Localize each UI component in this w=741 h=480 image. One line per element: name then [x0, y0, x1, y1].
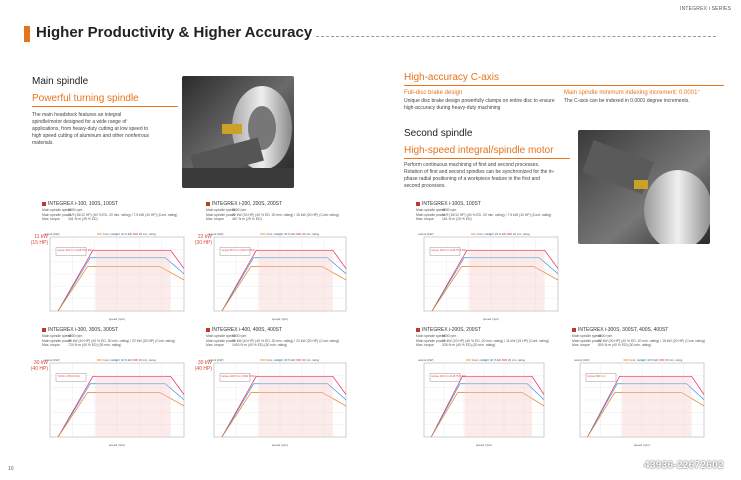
chart-spec-value: 161 N·m (25 % ED) [442, 217, 472, 221]
series-tag: INTEGREX i SERIES [680, 6, 732, 12]
main-spindle-photo [182, 76, 294, 188]
chart-x-axis-label: speed (rpm) [272, 443, 289, 447]
chart-plot-area [416, 351, 552, 449]
chart-spec-value: 1400 N·m (40 % ED) (30 min. rating) [232, 343, 288, 347]
chart-marker-icon [572, 328, 576, 332]
chart-torque-label: torque 467 N·m (344.5 ft·lbs) [221, 248, 255, 252]
chart-legend-label: 20 min. rating [138, 232, 156, 236]
chart-spec-key: Max. torque [42, 217, 60, 221]
chart-legend-label: 20 min. rating [512, 232, 530, 236]
chart-model-title [572, 327, 668, 333]
chart-max-power-label: 30 kW (40 HP) [30, 360, 48, 372]
watermark: 43936-22672602 [644, 460, 724, 471]
chart-y-axis-label: output (kW) [418, 232, 434, 236]
chart-spec-row [416, 339, 549, 343]
chart-legend-label: 40 % ED [284, 358, 296, 362]
chart-y-axis-label: output (kW) [574, 358, 590, 362]
chart-x-axis-label: speed (rpm) [109, 443, 126, 447]
chart-torque-label: 724N·m (534 ft·lbs) [57, 374, 80, 378]
chart-max-power-label: 11 kW (15 HP) [30, 234, 48, 246]
chart-y-axis-label: output (kW) [208, 358, 224, 362]
chart-spec-row [572, 343, 651, 347]
chart-spec-row [206, 208, 246, 212]
chart-spec-value: 22 kW (30 HP) (40 % ED, 30 min. rating) / 15 kW (20 HP) (Cont. rating) [232, 212, 340, 217]
chart-spec-row [206, 343, 287, 347]
chart-spec-key: Main spindle power [416, 212, 446, 217]
chart-model-label: INTEGREX i-200S, 200ST [422, 327, 481, 333]
chart-torque-label: torque 161 N·m (118.75 ft·lbs) [431, 374, 467, 378]
chart-rating-band [622, 376, 691, 437]
chart-spec-key: Main spindle speed [572, 334, 602, 338]
chart-spec-key: Max. torque [42, 343, 60, 347]
chart-spec-key: Main spindle power [42, 338, 72, 343]
chart-spec-value: 724 N·m (40 % ED) (30 min. rating) [68, 343, 122, 347]
chart-x-axis-label: speed (rpm) [476, 443, 493, 447]
chart-model-title [42, 201, 118, 207]
chart-spec-value: 5000 rpm [232, 208, 247, 212]
second-spindle-body: Perform continuous machining of first and second processes. Rotation of first and second spindles can be synchronized for the in-phase radial positioning of a workpiece feature in the first and second processes. [404, 162, 555, 189]
chart-spec-row [206, 217, 262, 221]
chart-spec-value: 4000 rpm [68, 334, 83, 338]
chart-legend-label: 40 % ED [490, 358, 502, 362]
chart-rating-band [465, 376, 532, 437]
chart-rating-band [259, 250, 333, 311]
chart-spec-row [416, 217, 472, 221]
chart-legend-label: Cont. rating [102, 358, 118, 362]
second-spindle-photo [578, 130, 710, 244]
chart-y-axis-label: output (kW) [44, 358, 60, 362]
chart-model-label: INTEGREX i-100, 100S, 100ST [48, 201, 119, 207]
chart-spec-value: 326 N·m (40 % ED) (20 min. rating) [442, 343, 496, 347]
chart-legend-label: 40 % ED [284, 232, 296, 236]
chart-spec-row [42, 213, 177, 217]
chart-legend-label: 40 % ED [647, 358, 659, 362]
chart-spec-row [572, 339, 705, 343]
chart-marker-icon [206, 328, 210, 332]
main-spindle-subheading: Powerful turning spindle [32, 93, 139, 104]
chart-plot-area [206, 225, 354, 323]
chart-y-axis-label: output (kW) [208, 232, 224, 236]
chart-spec-row [42, 334, 82, 338]
c-axis-brake-title: Full-disc brake design [404, 90, 463, 96]
chart-legend-label: 40 % ED [120, 358, 132, 362]
chart-spec-value: 11/9 (15/12 HP) (40 % ED, 20 min. rating) / 7.5 kW (10 HP) (Cont. rating) [68, 212, 178, 217]
second-spindle-subheading: High-speed integral/spindle motor [404, 145, 554, 156]
chart-spec-row [42, 343, 121, 347]
chart-torque-label: torque 161 N·m (118.75 ft·lbs) [431, 248, 467, 252]
chart-spec-row [42, 217, 98, 221]
title-accent-bar [24, 26, 30, 42]
chart-legend-label: 40 % ED [120, 232, 132, 236]
chart-spec-row [206, 213, 339, 217]
chart-spec-row [416, 213, 551, 217]
chart-marker-icon [206, 202, 210, 206]
chart-spec-row [416, 334, 456, 338]
chart-model-title [416, 201, 481, 207]
chart-x-axis-label: speed (rpm) [483, 317, 500, 321]
chart-model-title [416, 327, 481, 333]
c-axis-indexing-title: Main spindle minimum indexing increment: 0.0001° [564, 90, 700, 96]
chart-spec-key: Max. torque [416, 217, 434, 221]
power-chart-2 [194, 201, 354, 323]
power-chart-1 [30, 201, 192, 323]
chart-rating-band [470, 250, 545, 311]
chart-y-axis-label: output (kW) [418, 358, 434, 362]
chart-model-label: INTEGREX i-300, 300S, 300ST [48, 327, 119, 333]
chart-torque-label: torque 590 N·m [587, 374, 606, 378]
chart-y-axis-label: output (kW) [44, 232, 60, 236]
chart-model-label: INTEGREX i-400, 400S, 400ST [212, 327, 283, 333]
chart-spec-key: Main spindle speed [416, 334, 446, 338]
c-axis-rule [404, 85, 724, 86]
chart-spec-key: Main spindle speed [42, 334, 72, 338]
chart-model-label: INTEGREX i-300S, 300ST, 400S, 400ST [578, 327, 669, 333]
chart-spec-key: Main spindle power [42, 212, 72, 217]
c-axis-brake-body: Unique disc brake design powerfully clamps on entire disc to ensure high-accuracy during heavy-duty machining [404, 98, 555, 111]
main-spindle-body: The main headstock features an integral spindle/motor designed for a wide range of applications, from heavy-duty cutting at low speed to high speed cutting of aluminum and other nonferrous materials. [32, 112, 150, 146]
chart-spec-key: Main spindle power [416, 338, 446, 343]
chart-spec-key: Main spindle power [572, 338, 602, 343]
chart-legend-label: 20 min. rating [508, 358, 525, 362]
chart-rating-band [96, 250, 171, 311]
power-chart-3 [416, 201, 566, 323]
chart-spec-value: 15 kW (20 HP) (40 % ED, 20 min. rating) / 11 kW (15 HP) (Cont. rating) [442, 338, 549, 343]
chart-legend-label: 30 min. rating [302, 358, 320, 362]
chart-spec-key: Max. torque [416, 343, 434, 347]
chart-legend-label: 30 min. rating [138, 358, 156, 362]
chart-spec-value: 467 N·m (25 % ED) [232, 217, 262, 221]
title-dashed-rule [316, 36, 716, 37]
chart-legend-label: Cont. rating [629, 358, 644, 362]
chart-x-axis-label: speed (rpm) [272, 317, 289, 321]
chart-torque-label: torque 1400 N·m (1032 ft·lbs) [221, 374, 256, 378]
chart-spec-row [42, 339, 175, 343]
chart-spec-value: 6000 rpm [442, 334, 457, 338]
chart-plot-area [416, 225, 566, 323]
chart-legend-label: Cont. rating [266, 232, 281, 236]
chart-plot-area [42, 225, 192, 323]
chart-spec-key: Max. torque [206, 343, 224, 347]
chart-spec-value: 800 N·m (40 % ED) (30 min. rating) [598, 343, 652, 347]
chart-model-label: INTEGREX i-100S, 100ST [422, 201, 481, 207]
chart-spec-key: Main spindle speed [206, 334, 236, 338]
chart-spec-key: Main spindle speed [206, 208, 236, 212]
power-chart-4 [30, 327, 192, 449]
second-spindle-heading: Second spindle [404, 128, 473, 139]
c-axis-heading: High-accuracy C-axis [404, 72, 500, 83]
chart-legend-label: Cont. rating [476, 232, 492, 236]
chart-spec-key: Main spindle power [206, 338, 236, 343]
chart-rating-band [96, 376, 171, 437]
page-title: Higher Productivity & Higher Accuracy [36, 24, 313, 41]
power-chart-5 [194, 327, 354, 449]
chart-spec-value: 30 kW (40 HP) (40 % ED, 30 min. rating) / 22 kW (30 HP) (Cont. rating) [68, 338, 176, 343]
chart-marker-icon [42, 202, 46, 206]
chart-model-label: INTEGREX i-200, 200S, 200ST [212, 201, 283, 207]
chart-marker-icon [42, 328, 46, 332]
chart-torque-callout [56, 373, 86, 381]
c-axis-indexing-body: The C-axis can be indexed in 0.0001 degree increments. [564, 98, 690, 104]
chart-marker-icon [416, 328, 420, 332]
chart-spec-key: Main spindle speed [416, 208, 446, 212]
chart-legend-label: 30 min. rating [302, 232, 320, 236]
chart-spec-value: 161 N·m (25 % ED) [68, 217, 98, 221]
chart-x-axis-label: speed (rpm) [109, 317, 126, 321]
chart-spec-value: 6000 rpm [68, 208, 83, 212]
power-chart-7 [572, 327, 712, 449]
chart-plot-area [572, 351, 712, 449]
chart-plot-area [206, 351, 354, 449]
chart-spec-row [416, 343, 495, 347]
chart-spec-value: 11/9 (15/12 HP) (40 % ED, 20 min. rating) / 7.5 kW (10 HP) (Cont. rating) [442, 212, 552, 217]
chart-spec-value: 3300 rpm [232, 334, 247, 338]
chart-spec-value: 6000 rpm [442, 208, 457, 212]
chart-x-axis-label: speed (rpm) [634, 443, 651, 447]
chart-marker-icon [416, 202, 420, 206]
power-chart-6 [416, 327, 552, 449]
chart-legend-label: Cont. rating [102, 232, 118, 236]
chart-model-title [206, 327, 282, 333]
chart-spec-key: Max. torque [572, 343, 590, 347]
chart-legend-label: Cont. rating [472, 358, 487, 362]
chart-plot-area [42, 351, 192, 449]
main-spindle-heading: Main spindle [32, 76, 89, 87]
chart-legend-label: 40 % ED [494, 232, 506, 236]
chart-spec-row [416, 208, 456, 212]
chart-rating-band [259, 376, 333, 437]
chart-legend-label: Cont. rating [266, 358, 281, 362]
chart-spec-key: Max. torque [206, 217, 224, 221]
second-spindle-rule [404, 158, 570, 159]
chart-spec-key: Main spindle power [206, 212, 236, 217]
chart-max-power-label: 22 kW (30 HP) [194, 234, 212, 246]
chart-model-title [206, 201, 282, 207]
chart-spec-value: 22 kW (30 HP) (40 % ED, 20 min. rating) / 15 kW (20 HP) (Cont. rating) [598, 338, 706, 343]
chart-model-title [42, 327, 118, 333]
main-spindle-rule [32, 106, 178, 107]
page-number: 10 [8, 466, 14, 472]
chart-torque-callout [586, 373, 616, 381]
chart-legend-label: 30 min. rating [665, 358, 683, 362]
chart-torque-label: torque 161 N·m (118.75 ft·lbs) [57, 248, 93, 252]
chart-max-power-label: 30 kW (40 HP) [194, 360, 212, 372]
chart-spec-row [42, 208, 82, 212]
chart-spec-row [206, 334, 246, 338]
chart-spec-value: 4000 rpm [598, 334, 613, 338]
chart-torque-callout [220, 247, 255, 255]
chart-spec-value: 30 kW (40 HP) (40 % ED, 30 min. rating) / 22 kW (30 HP) (Cont. rating) [232, 338, 340, 343]
chart-spec-row [206, 339, 339, 343]
chart-spec-key: Main spindle speed [42, 208, 72, 212]
chart-spec-row [572, 334, 612, 338]
